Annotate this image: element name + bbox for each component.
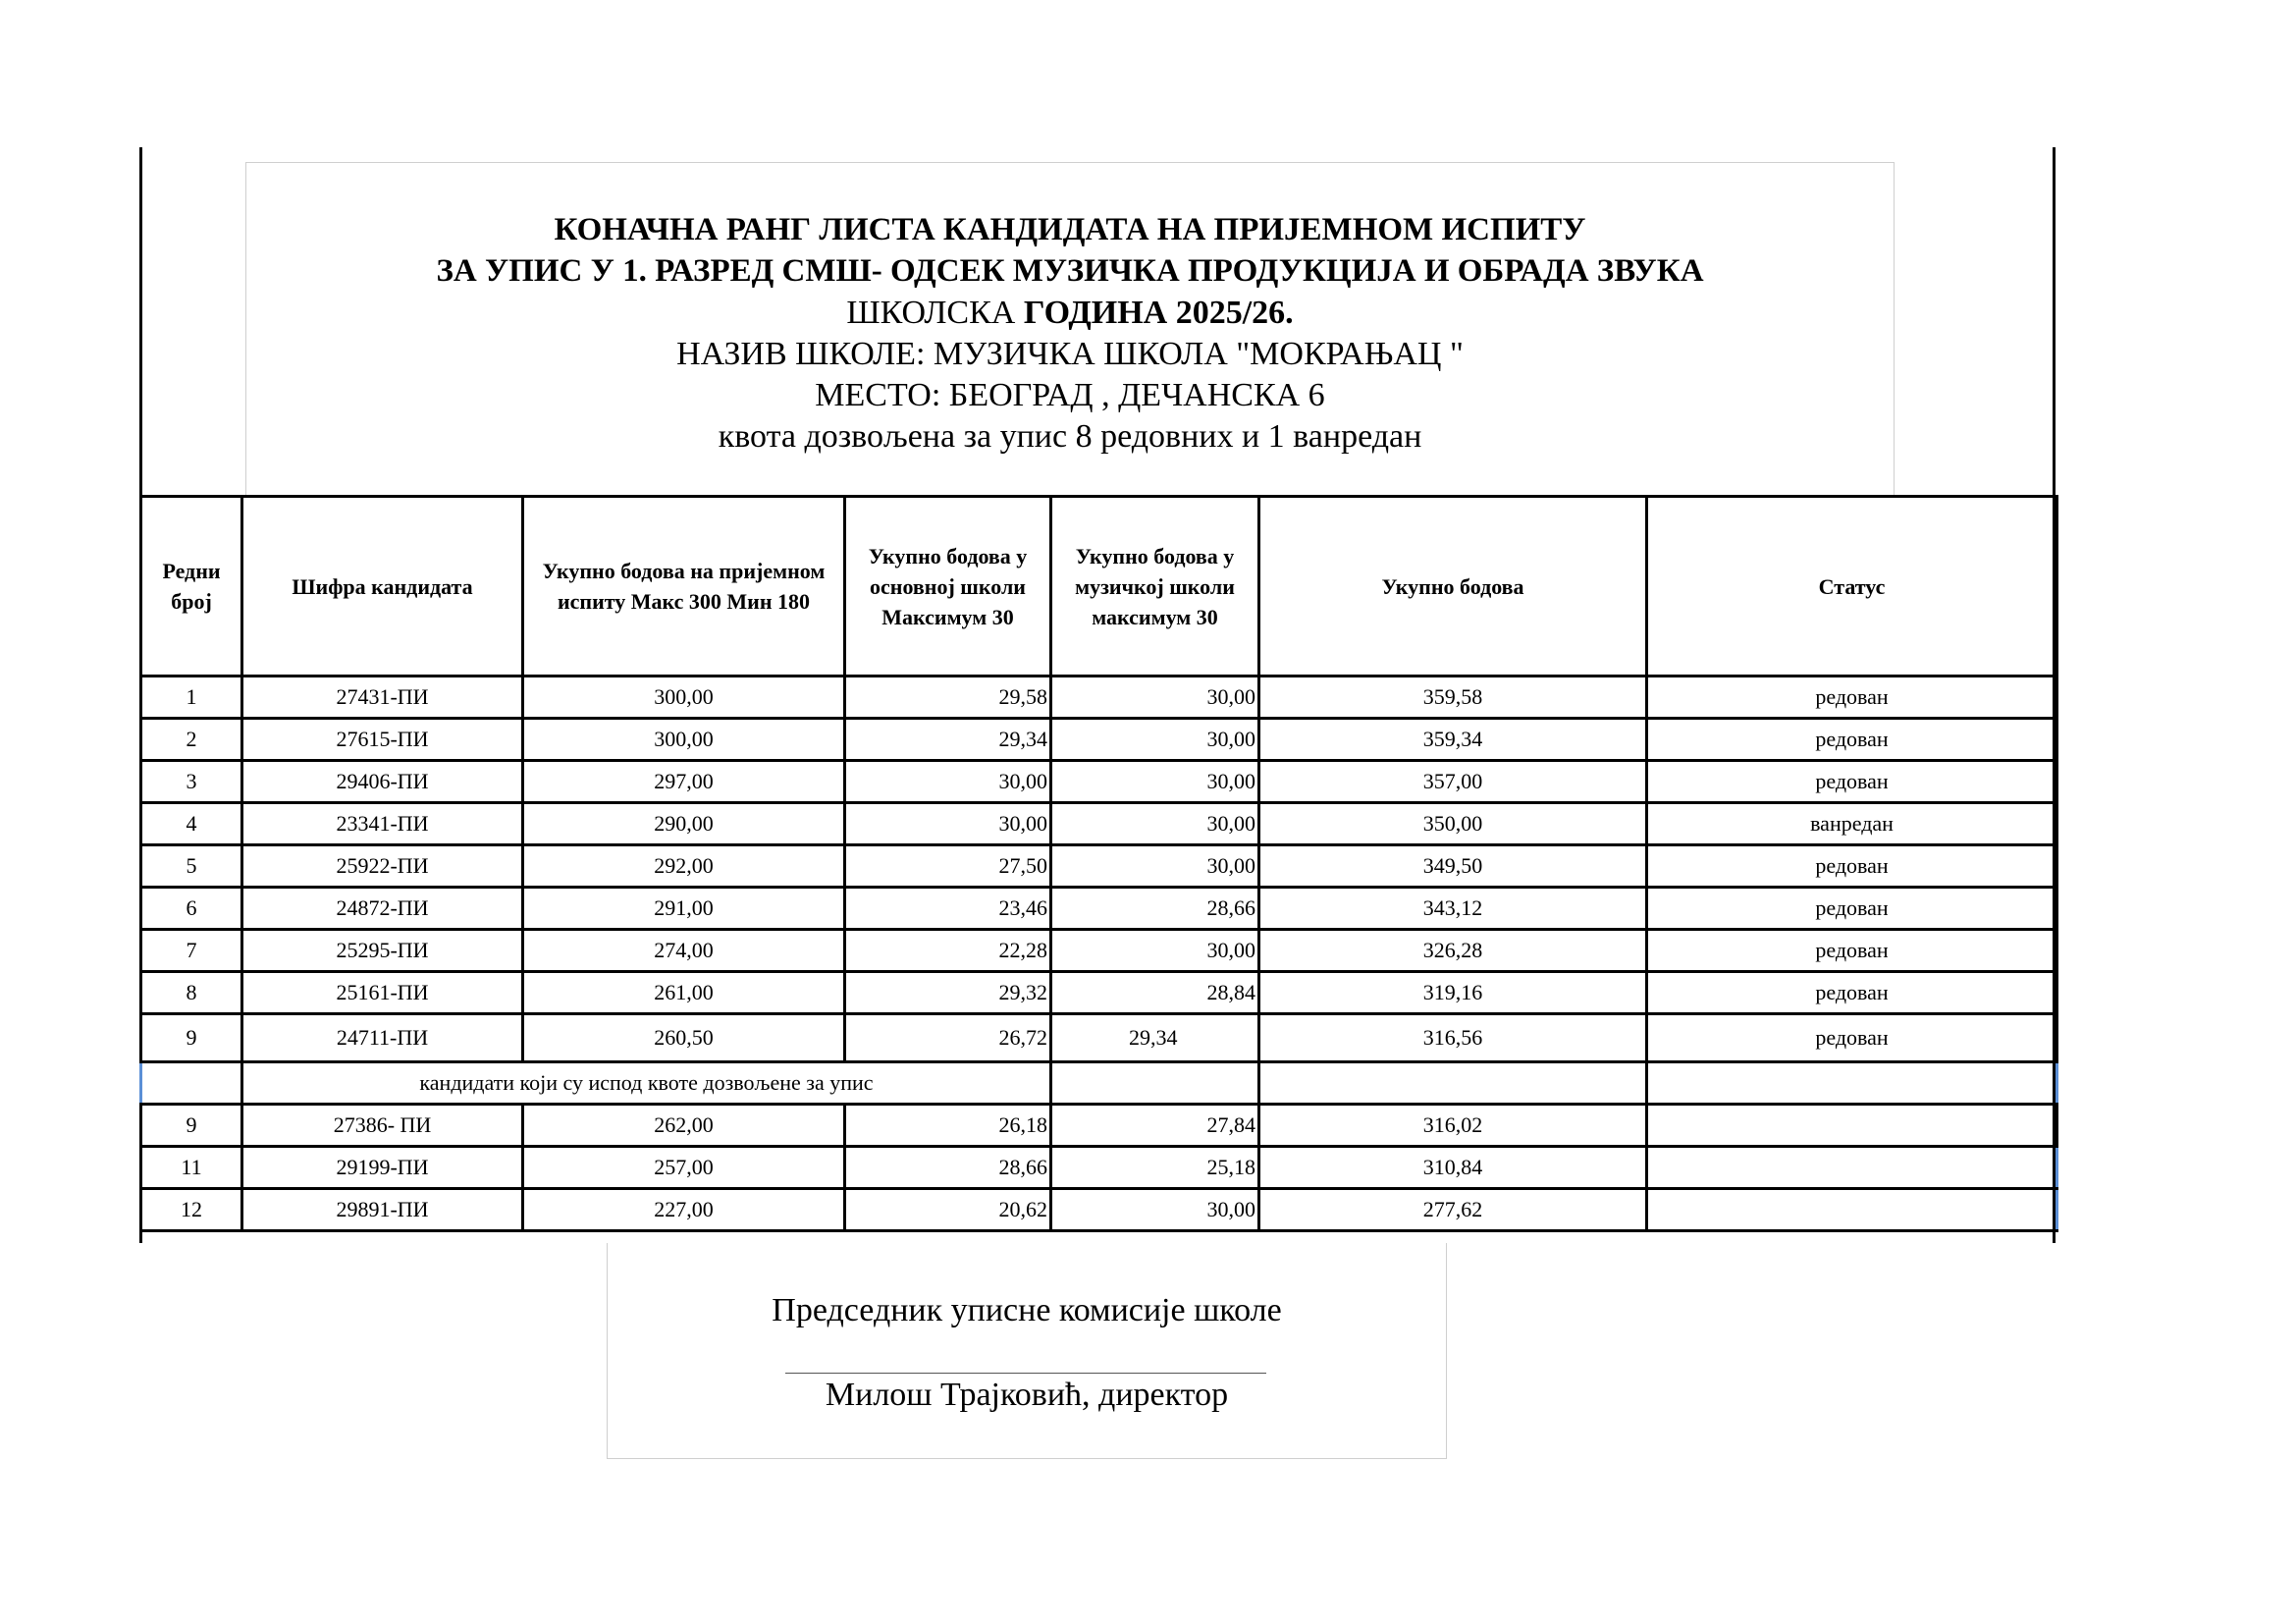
- cell-no: 9: [141, 1014, 242, 1062]
- school-year-value: ГОДИНА 2025/26.: [1023, 295, 1294, 331]
- cell-exam: 227,00: [523, 1189, 845, 1231]
- cell-total: 359,34: [1259, 719, 1647, 761]
- signature-name: Милош Трајковић, директор: [825, 1377, 1229, 1413]
- cell-exam: 257,00: [523, 1147, 845, 1189]
- cell-primary: 29,58: [845, 677, 1051, 719]
- cell-code: 29891-ПИ: [242, 1189, 523, 1231]
- table-row: [141, 719, 2057, 761]
- school-year-prefix: ШКОЛСКА: [846, 295, 1024, 331]
- cell-code: 27615-ПИ: [242, 719, 523, 761]
- cell-code: 29406-ПИ: [242, 761, 523, 803]
- cell-total: 349,50: [1259, 845, 1647, 888]
- table-row: [141, 845, 2057, 888]
- cell-status: редован: [1647, 1014, 2057, 1062]
- note-empty-cell: [141, 1062, 242, 1105]
- table-row: [141, 1147, 2057, 1189]
- table-row: [141, 1189, 2057, 1231]
- cell-no: 2: [141, 719, 242, 761]
- cell-code: 27431-ПИ: [242, 677, 523, 719]
- cell-music: 29,34: [1051, 1014, 1259, 1062]
- cell-exam: 297,00: [523, 761, 845, 803]
- cell-code: 23341-ПИ: [242, 803, 523, 845]
- below-quota-note-row: [141, 1062, 2057, 1105]
- cell-total: 277,62: [1259, 1189, 1647, 1231]
- cell-primary: 30,00: [845, 803, 1051, 845]
- cell-no: 9: [141, 1105, 242, 1147]
- cell-no: 3: [141, 761, 242, 803]
- note-empty-cell: [1647, 1062, 2057, 1105]
- cell-code: 24711-ПИ: [242, 1014, 523, 1062]
- table-row: [141, 888, 2057, 930]
- title-line-2: ЗА УПИС У 1. РАЗРЕД СМШ- ОДСЕК МУЗИЧКА ПРОДУКЦИЈА И ОБРАДА ЗВУКА: [436, 253, 1704, 289]
- cell-primary: 20,62: [845, 1189, 1051, 1231]
- table-header-row: [141, 497, 2057, 677]
- cell-status: [1647, 1189, 2057, 1231]
- ranking-table: [139, 495, 2058, 1232]
- school-year-line: [245, 295, 1895, 332]
- signature-box: [607, 1243, 1447, 1459]
- title-line-1: КОНАЧНА РАНГ ЛИСТА КАНДИДАТА НА ПРИЈЕМНОМ ИСПИТУ: [554, 212, 1586, 247]
- cell-music: 25,18: [1051, 1147, 1259, 1189]
- col-header-exam: Укупно бодова на пријемном испиту Макс 300 Мин 180: [523, 497, 845, 677]
- cell-no: 12: [141, 1189, 242, 1231]
- cell-no: 1: [141, 677, 242, 719]
- cell-primary: 23,46: [845, 888, 1051, 930]
- col-header-music: Укупно бодова у музичкој школи максимум 30: [1051, 497, 1259, 677]
- cell-status: [1647, 1105, 2057, 1147]
- cell-total: 316,56: [1259, 1014, 1647, 1062]
- col-header-total: Укупно бодова: [1259, 497, 1647, 677]
- cell-music: 30,00: [1051, 930, 1259, 972]
- table-row: [141, 1014, 2057, 1062]
- cell-status: редован: [1647, 888, 2057, 930]
- table-row: [141, 1105, 2057, 1147]
- cell-code: 25922-ПИ: [242, 845, 523, 888]
- cell-status: редован: [1647, 845, 2057, 888]
- cell-status: [1647, 1147, 2057, 1189]
- cell-code: 27386- ПИ: [242, 1105, 523, 1147]
- cell-music: 30,00: [1051, 803, 1259, 845]
- cell-total: 316,02: [1259, 1105, 1647, 1147]
- cell-status: редован: [1647, 972, 2057, 1014]
- col-header-code: Шифра кандидата: [242, 497, 523, 677]
- cell-music: 28,84: [1051, 972, 1259, 1014]
- cell-music: 30,00: [1051, 761, 1259, 803]
- cell-no: 5: [141, 845, 242, 888]
- cell-music: 30,00: [1051, 677, 1259, 719]
- cell-primary: 30,00: [845, 761, 1051, 803]
- cell-music: 27,84: [1051, 1105, 1259, 1147]
- cell-status: редован: [1647, 761, 2057, 803]
- cell-primary: 26,72: [845, 1014, 1051, 1062]
- cell-status: ванредан: [1647, 803, 2057, 845]
- cell-code: 25295-ПИ: [242, 930, 523, 972]
- cell-exam: 300,00: [523, 677, 845, 719]
- quota-line: квота дозвољена за упис 8 редовних и 1 ванредан: [718, 418, 1422, 455]
- cell-code: 29199-ПИ: [242, 1147, 523, 1189]
- cell-total: 319,16: [1259, 972, 1647, 1014]
- cell-total: 326,28: [1259, 930, 1647, 972]
- cell-music: 30,00: [1051, 719, 1259, 761]
- cell-exam: 274,00: [523, 930, 845, 972]
- cell-no: 11: [141, 1147, 242, 1189]
- cell-total: 310,84: [1259, 1147, 1647, 1189]
- note-empty-cell: [1259, 1062, 1647, 1105]
- cell-exam: 291,00: [523, 888, 845, 930]
- cell-total: 350,00: [1259, 803, 1647, 845]
- col-header-status: Статус: [1647, 497, 2057, 677]
- table-row: [141, 761, 2057, 803]
- cell-status: редован: [1647, 719, 2057, 761]
- table-row: [141, 930, 2057, 972]
- cell-music: 28,66: [1051, 888, 1259, 930]
- cell-primary: 28,66: [845, 1147, 1051, 1189]
- cell-exam: 261,00: [523, 972, 845, 1014]
- place-line: МЕСТО: БЕОГРАД , ДЕЧАНСКА 6: [815, 377, 1325, 413]
- table-row: [141, 677, 2057, 719]
- table-row: [141, 972, 2057, 1014]
- note-empty-cell: [1051, 1062, 1259, 1105]
- signature-title: Председник уписне комисије школе: [772, 1292, 1282, 1328]
- cell-exam: 260,50: [523, 1014, 845, 1062]
- cell-code: 24872-ПИ: [242, 888, 523, 930]
- signature-line: [785, 1373, 1266, 1374]
- cell-music: 30,00: [1051, 845, 1259, 888]
- cell-exam: 262,00: [523, 1105, 845, 1147]
- cell-no: 8: [141, 972, 242, 1014]
- cell-music: 30,00: [1051, 1189, 1259, 1231]
- cell-total: 359,58: [1259, 677, 1647, 719]
- cell-exam: 292,00: [523, 845, 845, 888]
- below-quota-note: кандидати који су испод квоте дозвољене за упис: [242, 1062, 1051, 1105]
- cell-primary: 29,32: [845, 972, 1051, 1014]
- cell-total: 357,00: [1259, 761, 1647, 803]
- cell-primary: 22,28: [845, 930, 1051, 972]
- table-row: [141, 803, 2057, 845]
- cell-primary: 27,50: [845, 845, 1051, 888]
- col-header-primary: Укупно бодова у основној школи Максимум 30: [845, 497, 1051, 677]
- cell-primary: 26,18: [845, 1105, 1051, 1147]
- cell-total: 343,12: [1259, 888, 1647, 930]
- col-header-no: Редни број: [141, 497, 242, 677]
- cell-status: редован: [1647, 677, 2057, 719]
- cell-no: 4: [141, 803, 242, 845]
- cell-status: редован: [1647, 930, 2057, 972]
- cell-exam: 290,00: [523, 803, 845, 845]
- cell-no: 7: [141, 930, 242, 972]
- cell-code: 25161-ПИ: [242, 972, 523, 1014]
- school-name-line: НАЗИВ ШКОЛЕ: МУЗИЧКА ШКОЛА "МОКРАЊАЦ ": [676, 336, 1464, 372]
- cell-exam: 300,00: [523, 719, 845, 761]
- cell-no: 6: [141, 888, 242, 930]
- cell-primary: 29,34: [845, 719, 1051, 761]
